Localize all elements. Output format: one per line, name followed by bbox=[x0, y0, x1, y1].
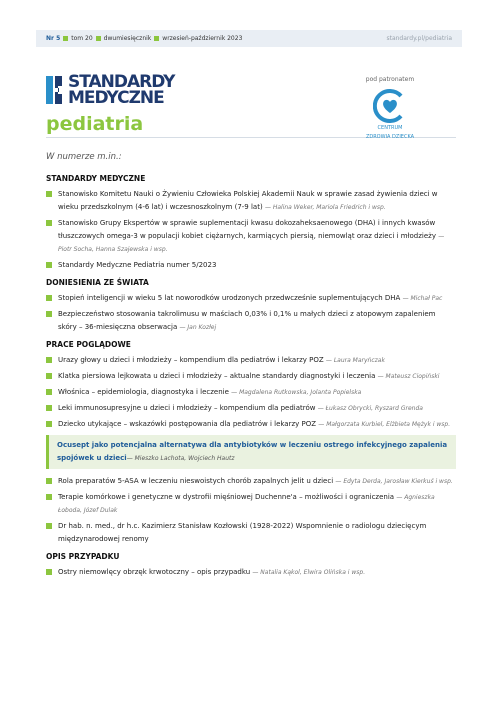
item-title: Leki immunosupresyjne u dzieci i młodzieży – kompendium dla pediatrów bbox=[58, 404, 316, 412]
journal-section-title: pediatria bbox=[46, 113, 144, 135]
list-item[interactable] bbox=[46, 386, 456, 399]
logo-mark-icon bbox=[46, 74, 62, 106]
item-title: Klatka piersiowa lejkowata u dzieci i młodzieży – aktualne standardy diagnostyki i leczenia bbox=[58, 372, 376, 380]
top-info-bar bbox=[36, 30, 462, 47]
item-title: Włośnica – epidemiologia, diagnostyka i leczenie bbox=[58, 388, 229, 396]
intro-text: W numerze m.in.: bbox=[46, 152, 122, 162]
item-title: Stanowisko Grupy Ekspertów w sprawie suplementacji kwasu dokozaheksaenowego (DHA) i innych kwasów tłuszczowych omega-3 w populacji kobiet ciężarnych, karmiących piersią, niemowląt oraz dzieci i młodzieży bbox=[58, 219, 436, 240]
item-title: Ostry niemowlęcy obrzęk krwotoczny – opis przypadku bbox=[58, 568, 251, 576]
item-authors: — Mateusz Ciopiński bbox=[377, 373, 440, 380]
item-authors: — Halina Weker, Mariola Friedrich i wsp. bbox=[264, 204, 386, 211]
list-item[interactable] bbox=[46, 354, 456, 367]
table-of-contents bbox=[46, 168, 456, 582]
item-authors: — Agnieszka Łoboda, Józef Dulak bbox=[58, 494, 435, 514]
square-bullet-icon bbox=[46, 523, 52, 529]
section-heading: STANDARDY MEDYCZNE bbox=[46, 174, 146, 183]
list-item[interactable] bbox=[46, 566, 456, 579]
item-title: Rola preparatów 5-ASA w leczeniu nieswoistych chorób zapalnych jelit u dzieci bbox=[58, 477, 334, 485]
list-item[interactable] bbox=[46, 418, 456, 431]
item-title: Urazy głowy u dzieci i młodzieży – kompendium dla pediatrów i lekarzy POZ bbox=[58, 356, 324, 364]
item-authors: — Jan Kozłej bbox=[179, 324, 217, 331]
square-bullet-icon bbox=[46, 569, 52, 575]
item-title: Terapie komórkowe i genetyczne w dystrofii mięśniowej Duchenne'a – możliwości i ograniczenia bbox=[58, 493, 395, 501]
logo-word-standardy: STANDARDY bbox=[68, 72, 175, 92]
item-authors: — Magdalena Rutkowska, Jolanta Popielska bbox=[231, 389, 362, 396]
square-bullet-icon bbox=[46, 405, 52, 411]
square-bullet-icon bbox=[96, 36, 101, 41]
site-url[interactable]: standardy.pl/pediatria bbox=[386, 35, 452, 42]
patron-name-line2: ZDROWIA DZIECKA bbox=[365, 134, 415, 140]
patron-label: pod patronatem bbox=[365, 76, 415, 83]
frequency-label: dwumiesięcznik bbox=[103, 35, 152, 42]
list-item[interactable] bbox=[46, 259, 456, 272]
square-bullet-icon bbox=[46, 220, 52, 226]
list-item[interactable] bbox=[46, 491, 456, 517]
square-bullet-icon bbox=[63, 36, 68, 41]
featured-title: Ocusept jako potencjalna alternatywa dla antybiotyków w leczeniu ostrego infekcyjnego zapalenia spojówek u dzieci bbox=[57, 441, 448, 462]
date-label: wrzesień-październik 2023 bbox=[162, 35, 243, 42]
square-bullet-icon bbox=[154, 36, 159, 41]
patron-name-line1: CENTRUM bbox=[377, 125, 403, 131]
item-authors: — Edyta Derda, Jarosław Kierkuś i wsp. bbox=[335, 478, 453, 485]
standardy-medyczne-logo bbox=[46, 72, 206, 112]
item-authors: — Michał Pac bbox=[402, 295, 443, 302]
list-item[interactable] bbox=[46, 188, 456, 214]
list-item[interactable] bbox=[46, 292, 456, 305]
patron-block bbox=[355, 76, 425, 141]
square-bullet-icon bbox=[46, 295, 52, 301]
item-title: Bezpieczeństwo stosowania takrolimusu w maściach 0,03% i 0,1% u małych dzieci z atopowym zapaleniem skóry – 36-miesięczna obserwacja bbox=[58, 310, 436, 331]
item-title: Stopień inteligencji w wieku 5 lat noworodków urodzonych przedwcześnie suplementujących DHA bbox=[58, 294, 401, 302]
issue-info bbox=[46, 35, 242, 42]
featured-authors: — Mieszko Lachota, Wojciech Hautz bbox=[126, 455, 235, 462]
square-bullet-icon bbox=[46, 191, 52, 197]
section-heading: DONIESIENIA ZE ŚWIATA bbox=[46, 278, 149, 287]
square-bullet-icon bbox=[46, 389, 52, 395]
item-title: Stanowisko Komitetu Nauki o Żywieniu Człowieka Polskiej Akademii Nauk w sprawie zasad żywienia dzieci w wieku przedszkolnym (4-6 lat) i wczesnoszkolnym (7-9 lat) bbox=[58, 190, 438, 211]
item-authors: — Łukasz Obrycki, Ryszard Grenda bbox=[317, 405, 423, 412]
item-title: Standardy Medyczne Pediatria numer 5/2023 bbox=[58, 261, 217, 269]
square-bullet-icon bbox=[46, 478, 52, 484]
list-item[interactable] bbox=[46, 402, 456, 415]
list-item[interactable] bbox=[46, 217, 456, 256]
square-bullet-icon bbox=[46, 262, 52, 268]
square-bullet-icon bbox=[46, 373, 52, 379]
square-bullet-icon bbox=[46, 421, 52, 427]
list-item[interactable] bbox=[46, 308, 456, 334]
square-bullet-icon bbox=[46, 357, 52, 363]
section-heading: PRACE POGLĄDOWE bbox=[46, 340, 131, 349]
item-authors: — Piotr Socha, Hanna Szajewska i wsp. bbox=[58, 233, 445, 253]
square-bullet-icon bbox=[46, 311, 52, 317]
section-heading: OPIS PRZYPADKU bbox=[46, 552, 120, 561]
featured-article[interactable] bbox=[46, 435, 456, 469]
issue-number: Nr 5 bbox=[46, 35, 61, 42]
item-authors: — Laura Maryńczak bbox=[325, 357, 385, 364]
square-bullet-icon bbox=[46, 494, 52, 500]
item-title: Dziecko utykające – wskazówki postępowania dla pediatrów i lekarzy POZ bbox=[58, 420, 317, 428]
item-authors: — Małgorzata Kurbiel, Elżbieta Mężyk i wsp. bbox=[318, 421, 451, 428]
list-item[interactable] bbox=[46, 370, 456, 383]
item-title: Dr hab. n. med., dr h.c. Kazimierz Stanisław Kozłowski (1928-2022) Wspomnienie o radiologu dziecięcym międzynarodowej renomy bbox=[58, 522, 427, 543]
list-item[interactable] bbox=[46, 475, 456, 488]
volume-label: tom 20 bbox=[71, 35, 93, 42]
list-item[interactable] bbox=[46, 520, 456, 546]
logo-word-medyczne: MEDYCZNE bbox=[68, 88, 164, 108]
item-authors: — Natalia Kąkol, Elwira Olińska i wsp. bbox=[252, 569, 366, 576]
czd-heart-logo-icon bbox=[373, 89, 407, 123]
